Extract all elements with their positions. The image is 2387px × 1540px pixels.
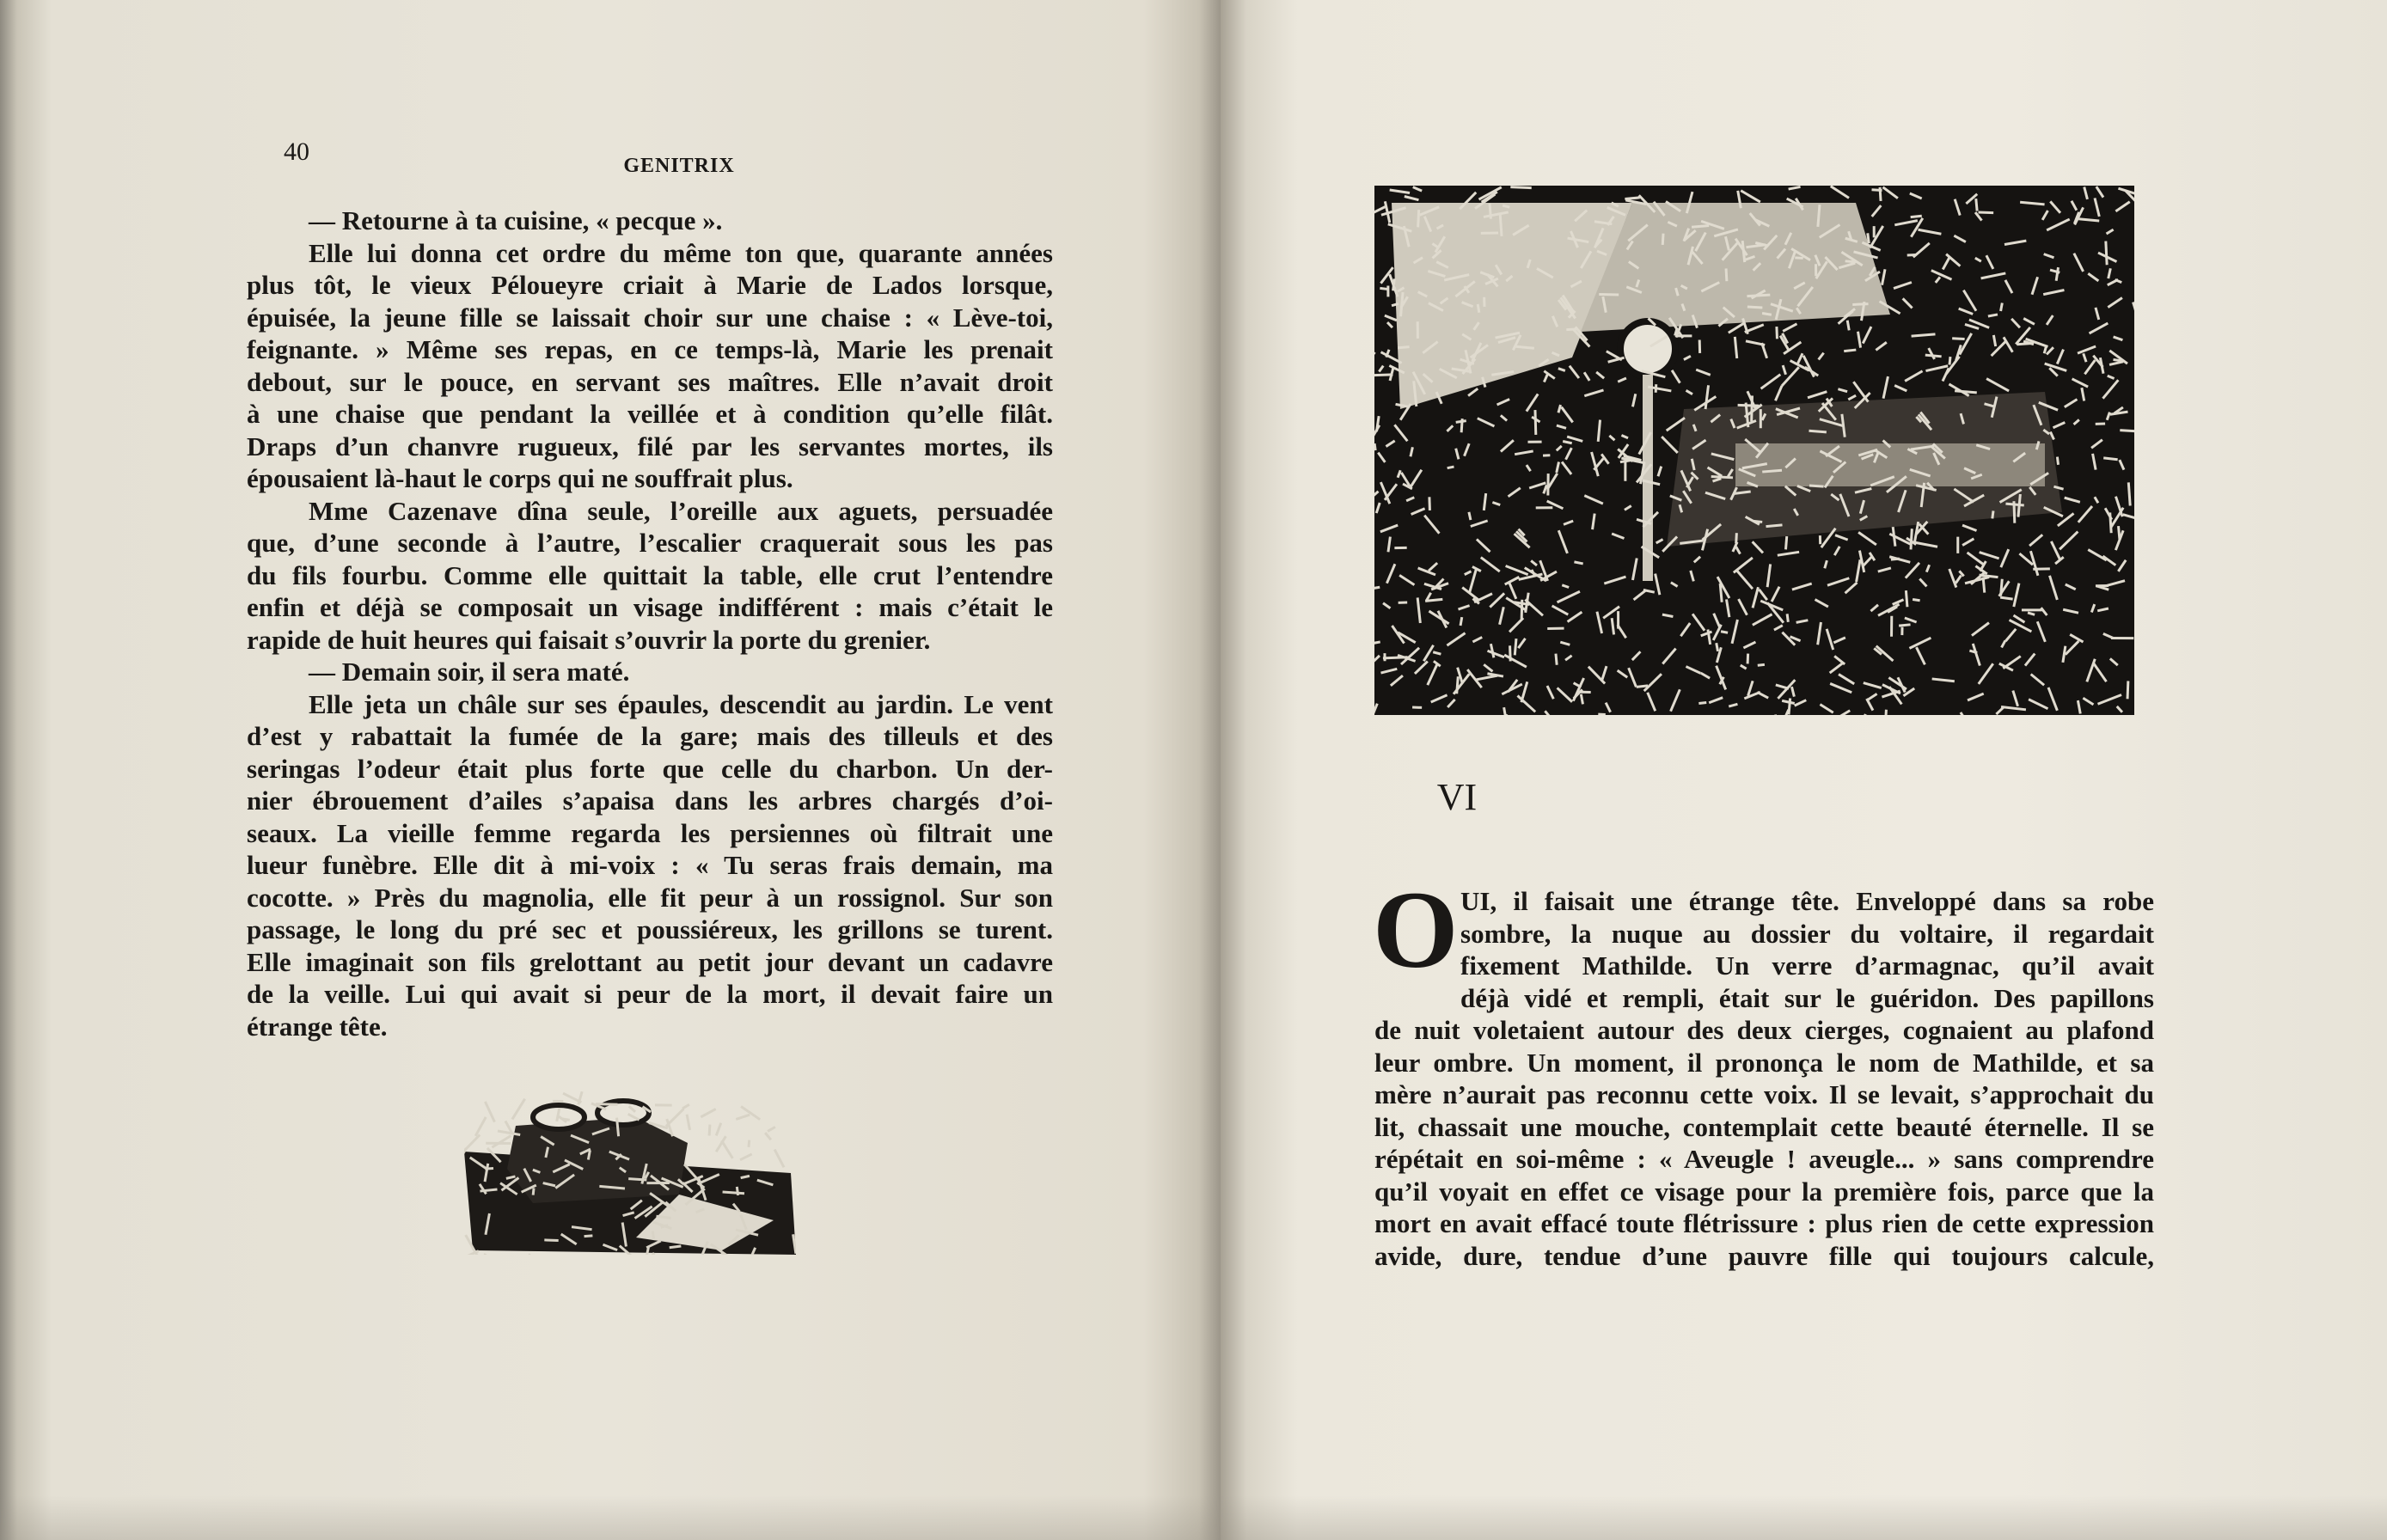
woodcut-hatch-stroke — [1515, 639, 1516, 655]
woodcut-hatch-stroke — [721, 1140, 732, 1158]
woodcut-hatch-stroke — [2120, 431, 2134, 432]
woodcut-hatch-stroke — [1911, 529, 1912, 549]
text-line: lit, chassait une mouche, contemplait cette beauté éternelle. Il se — [1374, 1111, 2154, 1142]
woodcut-hatch-stroke — [544, 1240, 558, 1241]
woodcut-hatch-stroke — [1976, 199, 1977, 211]
left-page-text — [247, 205, 1053, 1042]
woodcut-hatch-stroke — [2119, 526, 2120, 540]
text-line: lueur funèbre. Elle dit à mi-voix : « Tu seras frais demain, ma — [247, 850, 1053, 880]
woodcut-hatch-stroke — [749, 1140, 750, 1147]
text-line: épuisée, la jeune fille se laissait choir sur une chaise : « Lève-toi, — [247, 302, 1053, 333]
woodcut-hatch-stroke — [736, 1115, 750, 1119]
woodcut-hatch-stroke — [1906, 590, 1907, 607]
woodcut-hatch-stroke — [1979, 212, 1994, 213]
running-head: GENITRIX — [623, 155, 735, 177]
text-line: — Retourne à ta cuisine, « pecque ». — [309, 205, 723, 235]
woodcut-hatch-stroke — [1747, 307, 1762, 308]
woodcut-hatch-stroke — [1429, 497, 1430, 510]
text-line: UI, il faisait une étrange tête. Enveloppé dans sa robe — [1460, 886, 2154, 916]
woodcut-hatch-stroke — [1461, 419, 1462, 432]
woodcut-hatch-stroke — [1521, 600, 1522, 619]
text-line: déjà vidé et rempli, était sur le guéridon. Des papillons — [1460, 982, 2154, 1013]
woodcut-hatch-stroke — [644, 1253, 654, 1255]
woodcut-hatch-stroke — [1789, 698, 1790, 714]
inkwell-woodcut-illustration — [464, 1091, 796, 1255]
woodcut-hatch-stroke — [1992, 510, 1993, 518]
text-line: rapide de huit heures qui faisait s’ouvrir la porte du grenier. — [247, 624, 931, 655]
woodcut-hatch-stroke — [596, 1104, 617, 1105]
woodcut-hatch-stroke — [1818, 205, 1820, 227]
text-line: avide, dure, tendue d’une pauvre fille qui toujours calcule, — [1374, 1240, 2154, 1271]
woodcut-hatch-stroke — [1795, 258, 1802, 259]
woodcut-hatch-stroke — [1637, 686, 1648, 688]
text-line: — Demain soir, il sera maté. — [309, 657, 630, 687]
woodcut-hatch-stroke — [1599, 295, 1619, 296]
woodcut-hatch-stroke — [533, 1188, 534, 1195]
text-line: mort en avait effacé toute flétrissure : plus rien de cette expression — [1374, 1208, 2154, 1238]
woodcut-hatch-stroke — [1692, 225, 1709, 227]
woodcut-hatch-stroke — [1398, 347, 1410, 348]
page-number: 40 — [284, 138, 309, 166]
text-line: du fils fourbu. Comme elle quittait la table, elle crut l’entendre — [247, 559, 1053, 590]
woodcut-hatch-stroke — [1852, 304, 1868, 305]
woodcut-hatch-stroke — [682, 1104, 689, 1109]
text-line: répétait en soi-même : « Aveugle ! aveugle... » sans comprendre — [1374, 1144, 2154, 1174]
woodcut-hatch-stroke — [483, 1254, 486, 1255]
woodcut-hatch-stroke — [1913, 600, 1920, 601]
woodcut-hatch-stroke — [1717, 643, 1718, 651]
woodcut-hatch-stroke — [1556, 654, 1557, 665]
text-line: feignante. » Même ses repas, en ce temps-là, Marie les prenait — [247, 334, 1053, 364]
text-line: à une chaise que pendant la veillée et à condition qu’elle filât. — [247, 399, 1053, 429]
text-line: Mme Cazenave dîna seule, l’oreille aux aguets, persuadée — [309, 495, 1053, 526]
woodcut-hatch-stroke — [774, 1150, 784, 1168]
text-line: mère n’aurait pas reconnu cette voix. Il se levait, s’approchait du — [1374, 1079, 2154, 1109]
chapter-number: VI — [1436, 776, 1478, 818]
woodcut-hatch-stroke — [2106, 241, 2107, 266]
woodcut-hatch-stroke — [1460, 617, 1462, 626]
woodcut-hatch-stroke — [1899, 625, 1910, 626]
text-line: Draps d’un chanvre rugueux, filé par les servantes mortes, ils — [247, 431, 1053, 461]
woodcut-hatch-stroke — [1662, 234, 1663, 245]
woodcut-hatch-stroke — [1625, 198, 1639, 199]
woodcut-hatch-stroke — [1510, 187, 1531, 188]
woodcut-hatch-stroke — [657, 1216, 671, 1218]
woodcut-hatch-stroke — [1425, 599, 1442, 601]
woodcut-hatch-stroke — [1880, 187, 1881, 201]
woodcut-hatch-stroke — [1720, 584, 1722, 602]
woodcut-hatch-stroke — [1457, 676, 1459, 694]
text-line: que, d’une seconde à l’autre, l’escalier craquerait sous les pas — [247, 528, 1053, 558]
text-line: de la veille. Lui qui avait si peur de la mort, il devait faire un — [247, 979, 1053, 1009]
woodcut-hatch-stroke — [1844, 350, 1856, 351]
woodcut-hatch-stroke — [2103, 458, 2117, 460]
woodcut-hatch-stroke — [1809, 431, 1826, 432]
woodcut-hatch-stroke — [1738, 405, 1760, 406]
woodcut-hatch-stroke — [652, 1231, 653, 1239]
woodcut-hatch-stroke — [1988, 315, 1998, 316]
text-line: qu’il voyait en effet ce visage pour la première fois, parce que la — [1374, 1176, 2154, 1207]
woodcut-hatch-stroke — [1478, 304, 1479, 313]
page-bottom-shadow — [0, 1495, 2387, 1540]
woodcut-hatch-stroke — [1535, 410, 1536, 435]
woodcut-hatch-stroke — [1868, 233, 1870, 243]
text-line: plus tôt, le vieux Péloueyre criait à Marie de Lados lorsque, — [247, 270, 1053, 300]
text-line: seaux. La vieille femme regarda les persiennes où filtrait une — [247, 817, 1053, 848]
woodcut-hatch-stroke — [723, 1192, 744, 1194]
text-line: étrange tête. — [247, 1011, 388, 1042]
woodcut-hatch-stroke — [1698, 702, 1706, 703]
text-line: d’est y rabattait la fumée de la gare; mais des tilleuls et des — [247, 721, 1053, 751]
woodcut-hatch-stroke — [1726, 268, 1727, 281]
woodcut-hatch-stroke — [716, 1123, 721, 1136]
text-line: Elle jeta un châle sur ses épaules, descendit au jardin. Le vent — [309, 688, 1053, 719]
woodcut-hatch-stroke — [1949, 357, 1950, 364]
woodcut-hatch-stroke — [1448, 467, 1454, 468]
woodcut-hatch-stroke — [1777, 327, 1778, 339]
woodcut-hatch-stroke — [485, 1102, 494, 1122]
woodcut-hatch-stroke — [1581, 694, 1582, 705]
woodcut-hatch-stroke — [1574, 562, 1582, 564]
text-line: seringas l’odeur était plus forte que celle du charbon. Un der- — [247, 753, 1053, 784]
text-line: Elle imaginait son fils grelottant au petit jour devant un cadavre — [247, 946, 1053, 977]
woodcut-hatch-stroke — [480, 1189, 497, 1191]
woodcut-hatch-stroke — [475, 1117, 486, 1136]
woodcut-hatch-stroke — [2001, 303, 2003, 311]
woodcut-hatch-stroke — [687, 1115, 689, 1130]
text-line: passage, le long du pré sec et poussiéreux, les grillons se turent. — [247, 914, 1053, 944]
woodcut-hatch-stroke — [670, 1246, 682, 1248]
woodcut-hatch-stroke — [2000, 597, 2013, 599]
woodcut-hatch-stroke — [1469, 512, 1471, 520]
woodcut-hatch-stroke — [666, 1109, 683, 1126]
woodcut-hatch-stroke — [1566, 329, 1576, 330]
woodcut-hatch-stroke — [1847, 321, 1849, 331]
right-page-text — [1373, 869, 2154, 1272]
woodcut-hatch-stroke — [1380, 288, 1387, 289]
woodcut-hatch-stroke — [1500, 215, 1502, 236]
woodcut-hatch-stroke — [617, 1118, 619, 1137]
text-line: leur ombre. Un moment, il prononça le nom de Mathilde, et sa — [1374, 1047, 2154, 1078]
woodcut-hatch-stroke — [701, 1109, 715, 1116]
woodcut-hatch-stroke — [628, 1179, 646, 1180]
text-line: sombre, la nuque au dossier du voltaire, il regardait — [1460, 918, 2154, 949]
text-line: de nuit voletaient autour des deux cierges, cognaient au plafond — [1374, 1015, 2154, 1045]
woodcut-hatch-stroke — [709, 1125, 710, 1136]
woodcut-hatch-stroke — [1766, 525, 1783, 527]
woodcut-hatch-stroke — [2127, 681, 2128, 699]
woodcut-hatch-stroke — [765, 1133, 771, 1140]
woodcut-hatch-stroke — [1752, 395, 1753, 421]
railway-landscape-woodcut-illustration — [1374, 186, 2134, 715]
woodcut-hatch-stroke — [1374, 443, 1375, 450]
woodcut-hatch-stroke — [1747, 654, 1748, 664]
woodcut-hatch-stroke — [1418, 210, 1419, 227]
text-line: debout, sur le pouce, en servant ses maîtres. Elle n’avait droit — [247, 366, 1053, 397]
woodcut-hatch-stroke — [1392, 303, 1399, 305]
woodcut-hatch-stroke — [578, 1091, 582, 1104]
woodcut-hatch-stroke — [1983, 578, 1985, 593]
woodcut-hatch-stroke — [1510, 645, 1511, 661]
woodcut-hatch-stroke — [492, 1136, 511, 1148]
woodcut-hatch-stroke — [1785, 536, 1786, 549]
drop-cap: O — [1373, 869, 1459, 991]
woodcut-hatch-stroke — [1762, 314, 1772, 315]
text-line: Elle lui donna cet ordre du même ton que, quarante années — [309, 237, 1053, 268]
woodcut-hatch-stroke — [588, 1151, 590, 1160]
woodcut-hatch-stroke — [1374, 375, 1392, 376]
text-line: fixement Mathilde. Un verre d’armagnac, qu’il avait — [1460, 950, 2154, 981]
woodcut-hatch-stroke — [2128, 482, 2130, 505]
woodcut-hatch-stroke — [1885, 710, 1886, 715]
woodcut-hatch-stroke — [1516, 346, 1534, 348]
woodcut-hatch-stroke — [740, 1154, 752, 1160]
woodcut-hatch-stroke — [585, 1236, 593, 1237]
woodcut-hatch-stroke — [1787, 614, 1788, 621]
text-line: enfin et déjà se composait un visage indifférent : mais c’était le — [247, 592, 1053, 622]
woodcut-hatch-stroke — [768, 1127, 775, 1131]
woodcut-hatch-stroke — [512, 1099, 525, 1120]
woodcut-hatch-stroke — [1393, 278, 1395, 290]
woodcut-hatch-stroke — [1503, 205, 1509, 207]
woodcut-hatch-stroke — [1907, 255, 1916, 256]
text-line: épousaient là-haut le corps qui ne souffrait plus. — [247, 463, 793, 493]
woodcut-hatch-stroke — [1911, 216, 1922, 217]
woodcut-hatch-stroke — [2110, 512, 2112, 533]
woodcut-hatch-stroke — [1762, 470, 1782, 472]
text-line: cocotte. » Près du magnolia, elle fit peur à un rossignol. Sur son — [247, 882, 1053, 913]
woodcut-hatch-stroke — [2057, 457, 2058, 465]
text-line: nier ébrouement d’ailes s’apaisa dans les arbres chargés d’oi- — [247, 785, 1053, 816]
woodcut-hatch-stroke — [2014, 501, 2015, 522]
woodcut-hatch-stroke — [1758, 664, 1765, 665]
woodcut-hatch-stroke — [1711, 476, 1733, 477]
